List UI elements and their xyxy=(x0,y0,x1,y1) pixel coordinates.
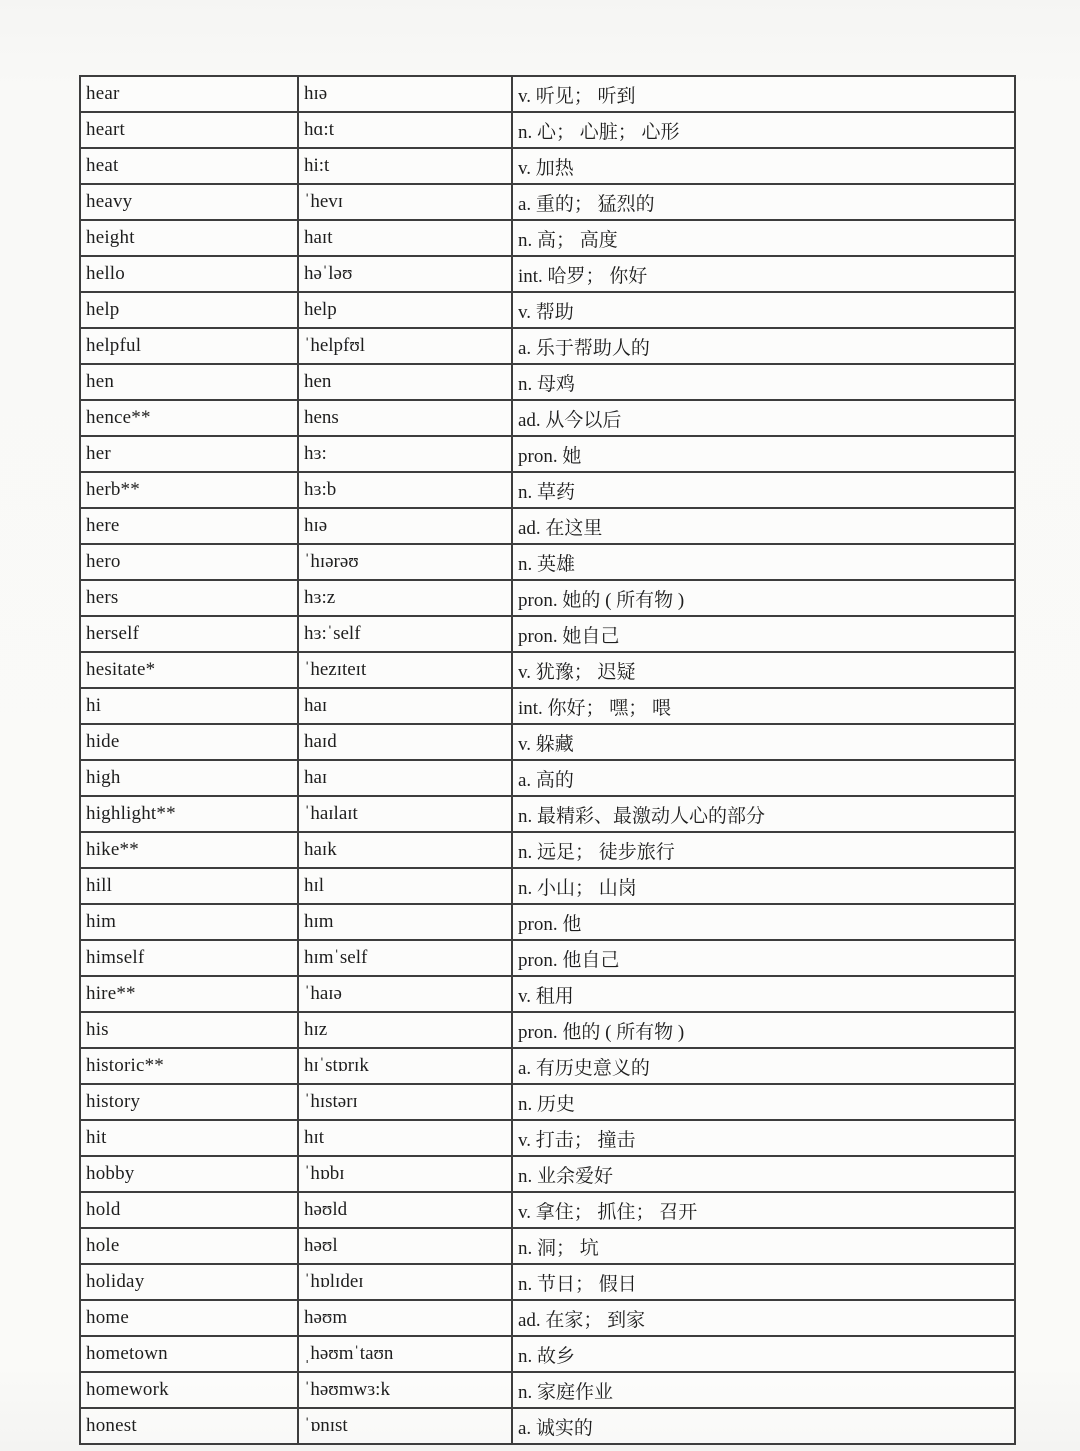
definition-cell: n. 家庭作业 xyxy=(512,1372,1015,1408)
ipa-cell: haɪk xyxy=(298,832,512,868)
definition-cell: pron. 他 xyxy=(512,904,1015,940)
word-cell: hometown xyxy=(80,1336,298,1372)
table-row xyxy=(80,1120,1015,1156)
table-row xyxy=(80,724,1015,760)
definition-cell: pron. 他的 ( 所有物 ) xyxy=(512,1012,1015,1048)
definition-cell: n. 远足； 徒步旅行 xyxy=(512,832,1015,868)
definition-cell: n. 最精彩、最激动人心的部分 xyxy=(512,796,1015,832)
table-row xyxy=(80,112,1015,148)
definition-cell: a. 重的； 猛烈的 xyxy=(512,184,1015,220)
ipa-cell: ˈɒnɪst xyxy=(298,1408,512,1444)
ipa-cell: hi:t xyxy=(298,148,512,184)
ipa-cell: ˈhevɪ xyxy=(298,184,512,220)
word-cell: here xyxy=(80,508,298,544)
table-row xyxy=(80,868,1015,904)
ipa-cell: hɪə xyxy=(298,508,512,544)
definition-cell: v. 帮助 xyxy=(512,292,1015,328)
ipa-cell: hɪmˈself xyxy=(298,940,512,976)
word-cell: hi xyxy=(80,688,298,724)
table-row xyxy=(80,400,1015,436)
definition-cell: n. 心； 心脏； 心形 xyxy=(512,112,1015,148)
table-row xyxy=(80,1336,1015,1372)
definition-cell: pron. 她 xyxy=(512,436,1015,472)
ipa-cell: hɜ:ˈself xyxy=(298,616,512,652)
word-cell: highlight** xyxy=(80,796,298,832)
ipa-cell: ˈhɒlɪdeɪ xyxy=(298,1264,512,1300)
definition-cell: n. 草药 xyxy=(512,472,1015,508)
table-row xyxy=(80,328,1015,364)
definition-cell: a. 高的 xyxy=(512,760,1015,796)
definition-cell: n. 小山； 山岗 xyxy=(512,868,1015,904)
ipa-cell: ˈhaɪə xyxy=(298,976,512,1012)
ipa-cell: hɪm xyxy=(298,904,512,940)
word-cell: home xyxy=(80,1300,298,1336)
word-cell: holiday xyxy=(80,1264,298,1300)
definition-cell: v. 躲藏 xyxy=(512,724,1015,760)
ipa-cell: həʊl xyxy=(298,1228,512,1264)
definition-cell: ad. 在家； 到家 xyxy=(512,1300,1015,1336)
table-row xyxy=(80,940,1015,976)
table-row xyxy=(80,976,1015,1012)
word-cell: hobby xyxy=(80,1156,298,1192)
definition-cell: n. 故乡 xyxy=(512,1336,1015,1372)
ipa-cell: haɪd xyxy=(298,724,512,760)
word-cell: homework xyxy=(80,1372,298,1408)
definition-cell: n. 业余爱好 xyxy=(512,1156,1015,1192)
definition-cell: n. 洞； 坑 xyxy=(512,1228,1015,1264)
table-row xyxy=(80,184,1015,220)
table-row xyxy=(80,472,1015,508)
table-row xyxy=(80,796,1015,832)
word-cell: hesitate* xyxy=(80,652,298,688)
definition-cell: pron. 她的 ( 所有物 ) xyxy=(512,580,1015,616)
table-row xyxy=(80,1084,1015,1120)
vocabulary-table-body xyxy=(80,76,1015,1444)
table-row xyxy=(80,256,1015,292)
definition-cell: ad. 从今以后 xyxy=(512,400,1015,436)
word-cell: heat xyxy=(80,148,298,184)
word-cell: hike** xyxy=(80,832,298,868)
word-cell: hers xyxy=(80,580,298,616)
ipa-cell: ˈhəʊmwɜ:k xyxy=(298,1372,512,1408)
table-row xyxy=(80,904,1015,940)
definition-cell: pron. 他自己 xyxy=(512,940,1015,976)
ipa-cell: ˈhɪstərɪ xyxy=(298,1084,512,1120)
table-row xyxy=(80,436,1015,472)
definition-cell: int. 你好； 嘿； 喂 xyxy=(512,688,1015,724)
word-cell: herb** xyxy=(80,472,298,508)
word-cell: hide xyxy=(80,724,298,760)
word-cell: hence** xyxy=(80,400,298,436)
ipa-cell: hɪˈstɒrɪk xyxy=(298,1048,512,1084)
table-row xyxy=(80,652,1015,688)
word-cell: hello xyxy=(80,256,298,292)
definition-cell: v. 拿住； 抓住； 召开 xyxy=(512,1192,1015,1228)
ipa-cell: hɜ: xyxy=(298,436,512,472)
ipa-cell: həʊm xyxy=(298,1300,512,1336)
word-cell: heart xyxy=(80,112,298,148)
word-cell: honest xyxy=(80,1408,298,1444)
ipa-cell: hɑ:t xyxy=(298,112,512,148)
table-row xyxy=(80,832,1015,868)
table-row xyxy=(80,1012,1015,1048)
table-row xyxy=(80,1228,1015,1264)
ipa-cell: hɪz xyxy=(298,1012,512,1048)
table-row xyxy=(80,1300,1015,1336)
table-row xyxy=(80,544,1015,580)
definition-cell: v. 加热 xyxy=(512,148,1015,184)
definition-cell: v. 听见； 听到 xyxy=(512,76,1015,112)
ipa-cell: ˈhelpfʊl xyxy=(298,328,512,364)
word-cell: high xyxy=(80,760,298,796)
ipa-cell: ˈhɒbɪ xyxy=(298,1156,512,1192)
word-cell: hear xyxy=(80,76,298,112)
definition-cell: v. 犹豫； 迟疑 xyxy=(512,652,1015,688)
word-cell: hold xyxy=(80,1192,298,1228)
definition-cell: n. 节日； 假日 xyxy=(512,1264,1015,1300)
ipa-cell: həʊld xyxy=(298,1192,512,1228)
ipa-cell: ˈhɪərəʊ xyxy=(298,544,512,580)
ipa-cell: help xyxy=(298,292,512,328)
word-cell: heavy xyxy=(80,184,298,220)
word-cell: herself xyxy=(80,616,298,652)
word-cell: history xyxy=(80,1084,298,1120)
vocabulary-table xyxy=(79,75,1016,1445)
word-cell: hen xyxy=(80,364,298,400)
definition-cell: v. 租用 xyxy=(512,976,1015,1012)
table-row xyxy=(80,292,1015,328)
word-cell: helpful xyxy=(80,328,298,364)
ipa-cell: hɪl xyxy=(298,868,512,904)
definition-cell: n. 母鸡 xyxy=(512,364,1015,400)
ipa-cell: ˈhaɪlaɪt xyxy=(298,796,512,832)
word-cell: height xyxy=(80,220,298,256)
word-cell: hero xyxy=(80,544,298,580)
definition-cell: n. 英雄 xyxy=(512,544,1015,580)
table-row xyxy=(80,580,1015,616)
word-cell: himself xyxy=(80,940,298,976)
word-cell: historic** xyxy=(80,1048,298,1084)
table-row xyxy=(80,1264,1015,1300)
word-cell: hole xyxy=(80,1228,298,1264)
ipa-cell: ˈhezɪteɪt xyxy=(298,652,512,688)
definition-cell: int. 哈罗； 你好 xyxy=(512,256,1015,292)
ipa-cell: ˌhəʊmˈtaʊn xyxy=(298,1336,512,1372)
table-row xyxy=(80,616,1015,652)
ipa-cell: həˈləʊ xyxy=(298,256,512,292)
ipa-cell: hɜ:z xyxy=(298,580,512,616)
ipa-cell: hen xyxy=(298,364,512,400)
definition-cell: n. 高； 高度 xyxy=(512,220,1015,256)
definition-cell: a. 有历史意义的 xyxy=(512,1048,1015,1084)
ipa-cell: hens xyxy=(298,400,512,436)
word-cell: help xyxy=(80,292,298,328)
definition-cell: a. 诚实的 xyxy=(512,1408,1015,1444)
table-row xyxy=(80,220,1015,256)
table-row xyxy=(80,76,1015,112)
table-row xyxy=(80,1048,1015,1084)
ipa-cell: haɪt xyxy=(298,220,512,256)
table-row xyxy=(80,148,1015,184)
ipa-cell: hɪə xyxy=(298,76,512,112)
ipa-cell: hɜ:b xyxy=(298,472,512,508)
ipa-cell: hɪt xyxy=(298,1120,512,1156)
table-row xyxy=(80,1408,1015,1444)
word-cell: hire** xyxy=(80,976,298,1012)
definition-cell: a. 乐于帮助人的 xyxy=(512,328,1015,364)
definition-cell: n. 历史 xyxy=(512,1084,1015,1120)
ipa-cell: haɪ xyxy=(298,688,512,724)
table-row xyxy=(80,1192,1015,1228)
word-cell: hit xyxy=(80,1120,298,1156)
word-cell: her xyxy=(80,436,298,472)
table-row xyxy=(80,760,1015,796)
table-row xyxy=(80,688,1015,724)
ipa-cell: haɪ xyxy=(298,760,512,796)
definition-cell: pron. 她自己 xyxy=(512,616,1015,652)
definition-cell: ad. 在这里 xyxy=(512,508,1015,544)
definition-cell: v. 打击； 撞击 xyxy=(512,1120,1015,1156)
table-row xyxy=(80,1156,1015,1192)
table-row xyxy=(80,1372,1015,1408)
word-cell: him xyxy=(80,904,298,940)
word-cell: hill xyxy=(80,868,298,904)
table-row xyxy=(80,508,1015,544)
table-row xyxy=(80,364,1015,400)
word-cell: his xyxy=(80,1012,298,1048)
